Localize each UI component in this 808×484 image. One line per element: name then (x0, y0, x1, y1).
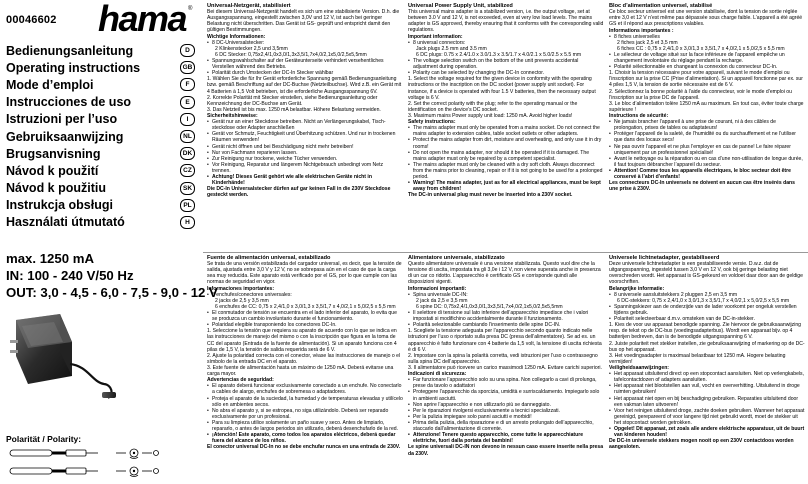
list-item: • Protéger l’appareil de la saleté, de l’humidité ou du surchauffement et ne l’utiliser que dans des locaux secs! (609, 131, 805, 143)
list-item: 6 fiches CC : 0,75 x 2,4/1,0 x 3,0/1,3 x 3,5/1,7 x 4,0/2,1 x 5,0/2,5 x 5,5 mm (617, 46, 785, 53)
list-item: 6 DC plugs: 0.75 x 2.4/1.0 x 3.0/1.3 x 3.5/1.7 x 4.0/2.1 x 5.0/2.5 x 5.5 mm (416, 52, 582, 59)
registered-mark: ® (188, 6, 193, 12)
plug-warning: Les connecteurs DC-In universels ne doivent en aucun cas être insérés dans une prise à 230V. (609, 180, 795, 193)
polarity-plug-bottom (10, 467, 159, 477)
list-item: • Nur von Fachmann reparieren lassen. (207, 150, 403, 156)
language-section-it (408, 255, 604, 482)
subsection-heading: Belangrijke informatie: (609, 286, 665, 293)
language-item (6, 145, 203, 162)
list-item: 1. Seleccione la tensión que requiera su aparato de acuerdo con lo que se indica en las instrucciones de manejo del mismo o con la inscripción que figura en la toma de CC del aparato (Entrada de la fuente de alimentación). Si un aparato funciona con 4 pilas de 1,5 V, la tensión de salida requerida será de 6 V. (207, 328, 397, 353)
list-item: 1. Kies de voor uw apparaat benodigde spanning. Zie hiervoor de gebruiksaanwijzing resp. de tekst op de DC-bus (voedingsadapterbus). Wordt een apparaat bijv. op 4 batterijen bedreven, dan is de benodigde uitgangsspanning 6 V. (609, 322, 801, 341)
language-list (6, 42, 203, 231)
power-adapter-image (8, 312, 128, 402)
section-title: Bloc d’alimentation universel, stabilisé (609, 3, 713, 9)
list-item: 6 DC Stecker: 0,75x2,4/1,0x3,0/1,3x3,5/1,7x4,0/2,1x5,0/2,5x5,5mm (215, 52, 367, 59)
list-item: • Polarità selezionabile cambiando l’inserimento delle spine DC-IN. (408, 322, 604, 328)
list-item: • Polarity can be selected by changing the DC-In connector. (408, 70, 604, 76)
list-item: • Proteja el aparato de la suciedad, la humedad y de temperaturas elevadas y utilícelo sólo en ambientes secos. (207, 396, 403, 408)
language-code-badge: CZ (180, 164, 195, 177)
list-item: 2 Klinkenstecker 2,5 und 3,5mm (215, 46, 288, 53)
list-item: • Proteggere l’apparecchio da sporcizia, umidità e surriscaldamento. Impiegarlo solo in ambienti asciutti. (408, 389, 604, 401)
subsection-heading: Advertencias de seguridad: (207, 377, 274, 384)
plug-warning: De DC-in universele stekkers mogen nooit op een 230V contactdoos worden aangesloten. (609, 438, 794, 451)
section-intro: Bei diesem Universal-Netzgerät handelt es sich um eine stabilisierte Version. D.h. die Ausgangsspannung, eingestellt zwischen 3,0V und 12 V, ist auch bei geringer Belastung nicht überschritten. Das Gerät ist GS- geprüft und entspricht damit den gültigen Bestimmungen. (207, 9, 400, 34)
list-item: • Polaridad elegible transponiendo los conectores DC-In. (207, 322, 403, 328)
list-item: 2 fiches jack 2,5 et 3,5 mm (617, 40, 678, 47)
language-item (6, 59, 203, 76)
language-item (6, 94, 203, 111)
list-item: • No abra el aparato y, si se estropea, no siga utilizándolo. Deberá ser reparado exclusivamente por un profesional. (207, 408, 403, 420)
list-item: • Avant le nettoyage ou la réparation ou en cas d’une non-utilisation de longue durée, il faut toujours débrancher l’appareil du secteur. (609, 156, 805, 168)
language-section-es (207, 255, 403, 482)
list-item: • Prima della pulizia, della riparazione e di un arresto prolungato dell’apparecchio, staccarlo dall’alimentazione di corrente. (408, 420, 604, 432)
list-item: 2. Set the correct polarity with the plug; refer to the operating manual or the identification on the device’s DC socket. (408, 100, 578, 113)
list-item: 2. Ajuste la polaridad correcta con el conector, véase las instrucciones de manejo o el símbolo de la entrada DC en el aparato. (207, 352, 401, 365)
language-title: Brugsanvisning (6, 146, 101, 161)
language-code-badge: DK (180, 147, 195, 160)
list-item: • Gerät vor Schmutz, Feuchtigkeit und Überhitzung schützen. Und nur in trockenen Räumen verwenden! (207, 131, 403, 143)
language-item (6, 111, 203, 128)
list-item: 6 enchufes de CC: 0,75 x 2,4/1,0 x 3,0/1,3 x 3,5/1,7 x 4,0/2,1 x 5,0/2,5 x 5,5 mm (215, 304, 396, 311)
language-code-badge: NL (180, 130, 195, 143)
instruction-list (207, 383, 403, 443)
list-item: • Voor het reinigen uitsluitend droge, zachte doeken gebruiken. Wanneer het apparaat gereinigd, gerepareerd of voor langere tijd niet gebruikt wordt, moet de stekker uit het stopcontact worden getrokken. (609, 408, 805, 426)
warning-item: • Achtung! Dieses Gerät gehört wie alle elektrischen Geräte nicht in Kinderhände! (207, 174, 403, 186)
list-item: • Polarität durch Umstecken der DC-In Stecker wählbar (207, 70, 403, 76)
list-item: • Polarité sélectionnable en changeant la connexion du connecteur DC-In. (609, 64, 805, 70)
list-item: 1. Scegliete la tensione adeguata per l’apparecchio secondo quanto indicato nelle istruzioni per l’uso o riportato sulla presa DC (presa dell’alimentatore). Se ad es. un apparecchio è fatto funzionare con 4 batterie da 1,5 volt, la tensione di uscita richiesta è di 6 V. (408, 328, 602, 353)
section-title: Universal-Netzgerät, stabilisiert (207, 3, 291, 9)
warning-item: • Opgelet! Dit apparaat, zet zoals alle andere elektrische apparatuur, uit de buurt van kinderen houden! (609, 426, 805, 438)
list-item: • El aparato deberá funcionar exclusivamente conectado a un enchufe. No conectarlo a cables de alargo, enchufes de sobremesa o adaptadores. (207, 383, 403, 395)
language-code-badge: GB (180, 61, 195, 74)
subsection-heading: Indicazioni di sicurezza: (408, 371, 467, 378)
list-item: 1. Choisir la tension nécessaire pour votre appareil, suivant le mode d’emploi ou l’inscription sur la prise CC (Prise d’alimentation). Si un appareil fonctionne par ex. sur 4 piles 1,5 V, la tension de sortie nécessaire est de 6 V. (609, 70, 803, 89)
list-item: • Per la pulizia impiegare solo panni asciutti e morbidi! (408, 414, 604, 420)
list-item: • Het apparaat uitsluitend direct op een stopcontact aansluiten. Niet op verlengkabels, tafelcontactdozen of adapters aansluiten. (609, 371, 805, 383)
language-section-de (207, 3, 403, 250)
list-item: • Il selettore di tensione sul lato inferiore dell’apparecchio impedisce che i valori impostati si modifichino accidentalmente durante il funzionamento. (408, 310, 604, 322)
instruction-list (207, 40, 403, 113)
section-intro: Ce bloc secteur universel est une version stabilisée, dont la tension de sortie réglée entre 3,0 et 12 V n’est même pas dépassée sous charge faible. L’appareil a été agréé GS et il répond aux prescriptions valables. (609, 9, 803, 28)
instruction-list (609, 292, 805, 365)
language-section-fr (609, 3, 805, 250)
list-item: 2. Sélectionnez la bonne polarité à l’aide du connecteur, voir le mode d’emploi ou l’inscription sur la prise DC de l’appareil. (609, 88, 792, 101)
list-item: • 8 fiches universelles (609, 34, 805, 40)
language-title: Gebruiksaanwijzing (6, 129, 124, 144)
language-code-badge: PL (180, 199, 195, 212)
list-item: • 8 universele aansluitstekkers 2 pluggen 2,5 en 3,5 mm (609, 292, 805, 298)
list-item: • Gerät nicht öffnen und bei Beschädigung nicht mehr betreiben! (207, 144, 403, 150)
list-item: • Polariteit selecteerbaar d.m.v. omsteken van de DC-in-stekker. (609, 316, 805, 322)
section-intro: This universal mains adapter is a stabilized version, i.e. the output voltage, set at between 3.0 V and 12 V, is not exceeded, even at very low load levels. The mains adapter is GS approved, thereby ensuring that it conforms with the corresponding valid regulations. (408, 9, 604, 34)
language-code-badge: D (180, 44, 195, 57)
subsection-heading: Informaciones importantes: (207, 286, 275, 293)
article-number: 00046602 (6, 14, 57, 26)
plug-warning: El conector universal DC-In no se debe enchufar nunca en una entrada de 230V. (207, 444, 401, 451)
language-title: Mode d’emploi (6, 77, 94, 92)
language-section-gb (408, 3, 604, 250)
plug-warning: Die DC-In Universalstecker dürfen auf gar keinen Fall in die 230V Steckdose gesteckt werden. (207, 186, 391, 199)
list-item: 2 jacks de 2,5 y 3,5 mm (215, 298, 269, 305)
list-item: • 8 universal connectors: (408, 40, 604, 46)
list-item: • Ne jamais brancher l’appareil à une prise de courant, ni à des câbles de prolongation, prises de tables ou adaptateurs! (609, 119, 805, 131)
left-panel (0, 0, 218, 484)
list-item: • Non aprire l’apparecchio e non utilizzarlo più se danneggiato. (408, 402, 604, 408)
list-item: • Het apparaat niet blootstellen aan vuil, vocht en oververhitting. Uitsluitend in droge ruimten gebruiken! (609, 383, 805, 395)
instruction-list (609, 119, 805, 179)
brand-logo: hama (98, 0, 187, 39)
instruction-list (408, 292, 604, 371)
instruction-list (408, 377, 604, 444)
polarity-label: Polarität / Polarity: (6, 434, 82, 444)
language-title: Návod k použití (6, 163, 99, 178)
instruction-list (609, 34, 805, 113)
list-item: • Le sélecteur de voltage situé sur la face inférieure de l’appareil empêche un changement involontaire du réglage pendant la recharge. (609, 52, 805, 64)
language-item (6, 180, 203, 197)
section-intro: Deze universele lichtnetadapter is een gestabiliseerde versie. D.w.z. dat de uitgangsspanning, ingesteld tussen 3,0 V en 12 V, ook bij geringe belasting niet overschreden wordt. Het apparaat is GS-gekeurd en voldoet daar door aan de geldige voorschriften. (609, 261, 803, 286)
language-code-badge: SK (180, 182, 195, 195)
polarity-diagram (6, 446, 186, 480)
section-title: Universal Power Supply Unit, stabilized (408, 3, 513, 9)
list-item: • The mains adapter must only be operated from a mains socket. Do not connect the mains adapter to extension cables, table socket outlets or other adapters. (408, 125, 604, 137)
list-item: 1. Select the voltage required for the given device in conformity with the operating instructions or the inscription on the DC socket (power supply unit socket). For instance, if a device is operated with four 1.5 V batteries, then the necessary output voltage is 6 V. (408, 76, 596, 101)
list-item: 6 DC-stekkers: 0,75 x 2,4/1,0 x 3,0/1,3 x 3,5/1,7 x 4,0/2,1 x 5,0/2,5 x 5,5 mm (617, 298, 790, 305)
list-item: • El conmutador de tensión se encuentra en el lado inferior del aparato, lo evita que se produzca un cambio involuntario durante el funcionamiento. (207, 310, 403, 322)
subsection-heading: Informations importantes : (609, 28, 674, 35)
language-title: Instrucciones de uso (6, 95, 132, 110)
list-item: 2. Juiste polariteit met stekker instellen, zie gebruiksaanwijzing of markering op de DC-bus op het apparaat. (609, 340, 805, 353)
language-code-badge: I (180, 113, 195, 126)
warning-item: • Attenzione! Tenere questo apparecchio, come tutte le apparecchiature elettriche, fuori dalla portata dei bambini! (408, 432, 604, 444)
list-item: 1. Wählen Sie die für Ihr Gerät erforderliche Spannung gemäß Bedienungsanleitung bzw. gemäß Beschriftung auf der DC-Buchse (Netzteilbuchse). Wird z.B. ein Gerät mit 4 Batterien à 1,5 Volt betrieben, ist die erforderliche Ausgangsspannung 6V. (207, 76, 402, 95)
list-item: 2 jack da 2,5 e 3,5 mm (416, 298, 468, 305)
list-item: • The mains adapter must only be cleaned with a dry soft cloth. Always disconnect from the mains prior to cleaning, repair or if it is not going to be used for a prolonged period. (408, 162, 604, 180)
list-item: • Gerät nur an einer Steckdose betreiben. Nicht an Verlängerungskabel, Tisch-steckdose oder Adapter anschließen (207, 119, 403, 131)
section-title: Fuente de alimentación universal, estabilizado (207, 255, 331, 261)
language-title: Návod k použitiu (6, 181, 106, 196)
list-item: • 8 DC-Universalstecker: (207, 40, 403, 46)
language-item (6, 162, 203, 179)
language-item (6, 214, 203, 231)
list-item: 3. Le bloc d’alimentation tolère 1250 mA au maximum. En tout cas, éviter toute charge supérieure ! (609, 100, 804, 113)
spec-output: OUT: 3,0 - 4,5 - 6,0 - 7,5 - 9,0 - 12 V (6, 285, 218, 300)
instruction-list (408, 40, 604, 119)
polarity-plug-top (10, 449, 159, 459)
instruction-list (207, 292, 403, 377)
list-item: 3. Maximum mains Power supply unit load: 1250 mA. Avoid higher loads! (408, 112, 573, 119)
language-item (6, 76, 203, 93)
language-item (6, 197, 203, 214)
list-item: • Vor Reinigung, Reparatur und längerem Nichtgebrauch unbedingt vom Netz trennen. (207, 162, 403, 174)
list-item: • Zur Reinigung nur trockene, weiche Tücher verwenden. (207, 156, 403, 162)
spec-input: IN: 100 - 240 V/50 Hz (6, 268, 134, 283)
language-title: Használati útmutató (6, 215, 125, 230)
language-title: Operating instructions (6, 60, 141, 75)
subsection-heading: Safety instructions: (408, 119, 456, 126)
list-item: • Far funzionare l’apparecchio solo su una spina. Non collegarlo a cavi di prolunga, prese da tavolo o adattatori (408, 377, 604, 389)
list-item: 2. Korrekte Polarität mit Stecker einstellen, siehe Bedienungsanleitung oder Kennzeichnung der DC-Buchse am Gerät. (207, 94, 378, 107)
list-item: • Spanningskiezer aan de onderzijde van de lader voorkomt per ongeluk verstellen tijdens gebruik. (609, 304, 805, 316)
instruction-list (408, 125, 604, 192)
list-item: • Ne pas ouvrir l’appareil et ne plus l’employer en cas de panne! Le faire réparer uniquement par un professionnel spécialisé! (609, 144, 805, 156)
subsection-heading: Veiligheidsaanwijzingen: (609, 365, 670, 372)
list-item: 2. Impostare con la spina la polarità corretta, vedi istruzioni per l’uso o contrassegno sulla spina DC dell’apparecchio. (408, 352, 598, 365)
specifications (6, 250, 218, 301)
subsection-heading: Informazioni importanti: (408, 286, 467, 293)
list-item: 6 spine DC: 0,75x2,4/1,0x3,0/1,3x3,5/1,7x4,0/2,1x5,0/2,5x5,5mm (416, 304, 563, 311)
language-item (6, 42, 203, 59)
subsection-heading: Instructions de sécurité: (609, 113, 669, 120)
plug-warning: The DC-in universal plug must never be inserted into a 230V socket. (408, 192, 573, 199)
list-item: 3. Het voedingsadapter is maximaal belastbaar tot 1250 mA. Hogere belasting vermijden! (609, 352, 786, 365)
warning-item: • Warning! The mains adapter, just as for all electrical appliances, must be kept away from children! (408, 180, 604, 192)
language-title: Bedienungsanleitung (6, 43, 134, 58)
section-intro: Se trata de una versión estabilizada del cargador universal, es decir, que la tensión de salida, ajustada entre 3,0 V y 12 V, no se sobrepasa aún en el caso de que la carga sea muy reducida. Este aparato está verificado por el GS, por lo que cumple con las normas de seguridad en vigor. (207, 261, 402, 286)
section-title: Universele lichtnetadapter, gestabiliseerd (609, 255, 720, 261)
list-item: Jack plugs 2.5 mm and 3.5 mm (416, 46, 487, 53)
language-section-nl (609, 255, 805, 482)
subsection-heading: Sicherheitshinweise: (207, 113, 258, 120)
section-divider (203, 252, 808, 253)
language-item (6, 128, 203, 145)
instruction-list (609, 371, 805, 438)
language-title: Istruzioni per l’uso (6, 112, 118, 127)
plug-warning: Le spine universali DC-IN non devono in nessun caso essere inserite nella presa da 230V. (408, 444, 604, 457)
list-item: • 8 enchufes/conectores universales: (207, 292, 403, 298)
list-item: • Do not open the mains adapter, nor should it be operated if it is damaged. The mains adapter must only be repaired by a competent specialist. (408, 150, 604, 162)
language-code-badge: E (180, 96, 195, 109)
language-code-badge: H (180, 216, 195, 229)
subsection-heading: Wichtige Informationen: (207, 34, 266, 41)
subsection-heading: Important information: (408, 34, 463, 41)
list-item: • Spannungswahlschalter auf der Geräteunterseite verhindert versehentliches Verstellen während des Betriebs. (207, 58, 403, 70)
language-title: Instrukcja obsługi (6, 198, 113, 213)
list-item: • The voltage selection switch on the bottom of the unit prevents accidental adjustment during operation. (408, 58, 604, 70)
list-item: • Per le riparazioni rivolgersi esclusivamente a tecnici specializzati. (408, 408, 604, 414)
warning-item: • ¡Atención! Este aparato, como todos los aparatos eléctricos, deberá quedar fuera del alcance de los niños. (207, 432, 403, 444)
list-item: 3. Il alimentatore può ricevere un carico massimodi 1250 mA. Evitare carichi superiori. (408, 364, 602, 371)
list-item: • Para su limpieza utilice solamente un paño suave y seco. Antes de limpiarlo, repararlo, o antes de largos periodos sin utilizarlo, deberá desenchufarlo de la red. (207, 420, 403, 432)
list-item: 3. Este fuente de alimentación hasta un máximo de 1250 mA. Deberá evitarse una carga mayor. (207, 364, 394, 377)
list-item: 3. Das Netzteil ist bis max. 1250 mA belastbar. Höhere Belastung vermeiden. (207, 106, 381, 113)
list-item: • Spina universale DC-IN: (408, 292, 604, 298)
warning-item: • Attention! Comme tous les appareils électriques, le bloc secteur doit être conservé à l’abri d’enfants! (609, 168, 805, 180)
section-title: Alimentatore universale, stabilizzato (408, 255, 505, 261)
section-intro: Questo alimentatore universale è una versione stabilizzata. Questo vuol dire che la tensione di uscita, impostata tra gli 3,0e i 12 V, non viene superata anche in presenza di un car co ridotto. L’apparecchio è certificato GS e corrisponde quindi alle disposizioni vigenti. (408, 261, 601, 286)
instruction-list (207, 119, 403, 186)
spec-max-current: max. 1250 mA (6, 251, 94, 266)
language-code-badge: F (180, 78, 195, 91)
list-item: • Protect the mains adapter from dirt, moisture and overheating, and only use it in dry rooms! (408, 137, 604, 149)
list-item: • Het apparaat niet open en bij beschadiging gebruiken. Reparaties uitsluitend door een vakman laten uitvoeren! (609, 396, 805, 408)
